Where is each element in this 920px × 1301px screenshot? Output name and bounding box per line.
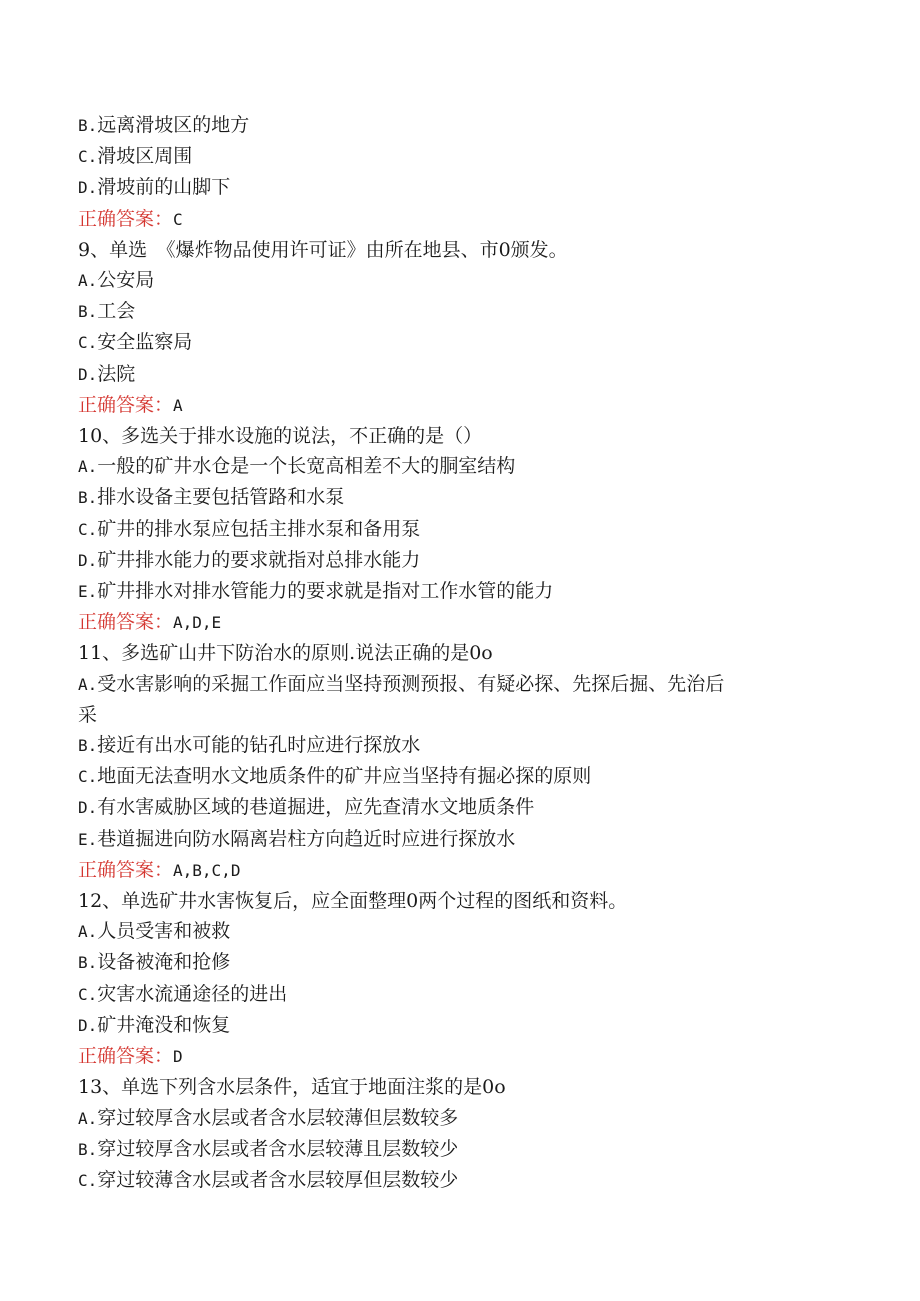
option-a: A.穿过较厚含水层或者含水层较薄但层数较多 [78, 1106, 459, 1129]
option-b: B.远离滑坡区的地方 [78, 114, 250, 136]
option-b: B.排水设备主要包括管路和水泵 [78, 486, 345, 509]
correct-answer: 正确答案：D [78, 1045, 183, 1068]
option-c: C.安全监察局 [78, 331, 193, 354]
option-a: A.公安局 [78, 269, 155, 292]
option-d: D.滑坡前的山脚下 [78, 176, 231, 199]
option-c: C.穿过较薄含水层或者含水层较厚但层数较少 [78, 1168, 459, 1191]
option-b: B.穿过较厚含水层或者含水层较薄且层数较少 [78, 1137, 459, 1160]
option-b: B.接近有出水可能的钻孔时应进行探放水 [78, 734, 421, 757]
question-stem: 11、多选矿山井下防治水的原则.说法正确的是0o [78, 642, 493, 665]
option-d: D.矿井排水能力的要求就指对总排水能力 [78, 548, 421, 571]
question-stem: 12、单选矿井水害恢复后，应全面整理0两个过程的图纸和资料。 [78, 890, 628, 913]
option-d: D.有水害威胁区域的巷道掘进，应先查清水文地质条件 [78, 796, 535, 819]
correct-answer: 正确答案：A [78, 393, 183, 416]
option-a: A.受水害影响的采掘工作面应当坚持预测预报、有疑必探、先探后掘、先治后 [78, 672, 725, 695]
option-c: C.地面无法查明水文地质条件的矿井应当坚持有掘必探的原则 [78, 765, 592, 788]
correct-answer: 正确答案：A,B,C,D [78, 858, 241, 881]
correct-answer: 正确答案：C [78, 207, 183, 230]
option-e: E.矿井排水对排水管能力的要求就是指对工作水管的能力 [78, 580, 554, 603]
question-stem: 10、多选关于排水设施的说法，不正确的是（） [78, 425, 483, 448]
option-c: C.滑坡区周围 [78, 145, 193, 168]
correct-answer: 正确答案：A,D,E [78, 611, 222, 634]
option-b: B.工会 [78, 300, 136, 323]
option-a: A.人员受害和被救 [78, 920, 231, 943]
question-13-block [78, 1072, 838, 1196]
option-a-continuation: 采 [78, 703, 98, 726]
question-stem: 9、单选 《爆炸物品使用许可证》由所在地县、市0颁发。 [78, 238, 568, 261]
option-d: D.矿井淹没和恢复 [78, 1013, 231, 1036]
option-a: A.一般的矿井水仓是一个长宽高相差不大的胴室结构 [78, 455, 516, 478]
question-12-block [78, 886, 838, 1072]
question-11-block [78, 638, 838, 886]
option-b: B.设备被淹和抢修 [78, 951, 231, 974]
question-8-block [78, 110, 838, 235]
document-page [78, 110, 838, 1196]
option-d: D.法院 [78, 362, 136, 385]
question-stem: 13、单选下列含水层条件，适宜于地面注浆的是0o [78, 1076, 506, 1099]
question-9-block [78, 235, 838, 421]
option-e: E.巷道掘进向防水隔离岩柱方向趋近时应进行探放水 [78, 827, 516, 850]
question-10-block [78, 421, 838, 638]
option-c: C.矿井的排水泵应包括主排水泵和备用泵 [78, 517, 421, 540]
option-c: C.灾害水流通途径的进出 [78, 982, 288, 1005]
